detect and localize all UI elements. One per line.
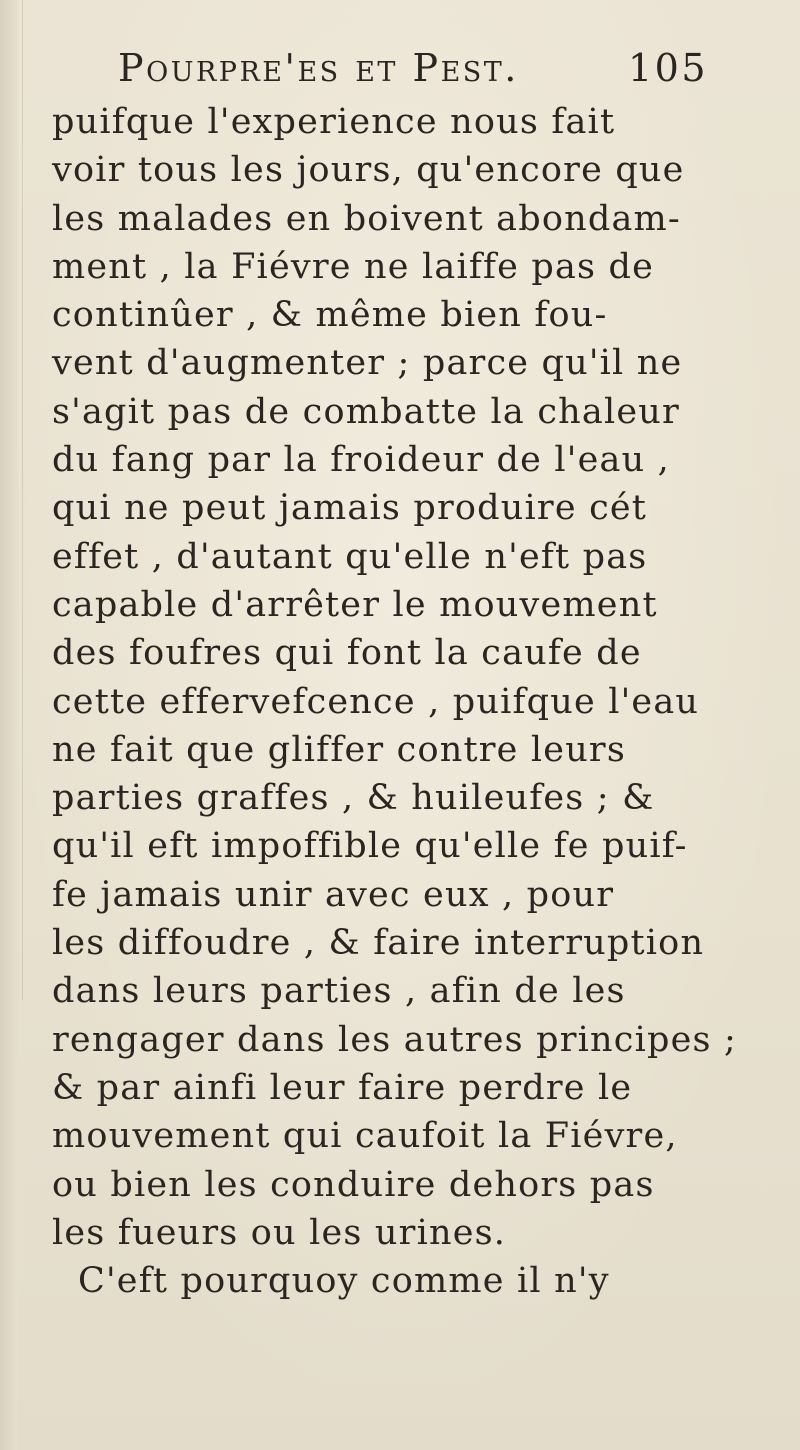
text-line: voir tous les jours, qu'encore que (52, 150, 685, 191)
text-line: qui ne peut jamais produire cét (52, 488, 648, 529)
text-line: puifque l'experience nous fait (52, 102, 616, 142)
text-line: cette effervefcence , puifque l'eau (52, 681, 700, 722)
page-binding-edge (0, 0, 18, 1450)
text-line: les malades en boivent abondam- (52, 198, 681, 239)
text-line: dans leurs parties , afin de les (52, 971, 626, 1012)
text-line-paragraph-start: C'eft pourquoy comme il n'y (78, 1261, 610, 1302)
text-line: capable d'arrêter le mouvement (52, 584, 658, 625)
text-line: qu'il eft impoffible qu'elle fe puif- (52, 826, 688, 867)
text-line: ne fait que gliffer contre leurs (52, 729, 627, 770)
text-line: s'agit pas de combatte la chaleur (52, 391, 680, 432)
text-line: du fang par la froideur de l'eau , (52, 440, 670, 481)
text-line: des foufres qui font la caufe de (52, 633, 642, 674)
running-head (118, 46, 708, 96)
text-line: vent d'augmenter ; parce qu'il ne (52, 343, 683, 384)
text-line: effet , d'autant qu'elle n'eft pas (52, 536, 648, 577)
text-line: & par ainfi leur faire perdre le (52, 1067, 633, 1108)
text-line: fe jamais unir avec eux , pour (52, 874, 615, 915)
body-text (52, 98, 772, 1305)
text-line: parties graffes , & huileufes ; & (52, 778, 655, 819)
text-line: continûer , & même bien fou- (52, 295, 608, 336)
running-head-title: Pourpre'es et Pest. (118, 46, 519, 90)
text-line: rengager dans les autres principes ; (52, 1019, 737, 1060)
page-number: 105 (627, 46, 708, 90)
text-line: les fueurs ou les urines. (52, 1212, 507, 1253)
text-line: ou bien les conduire dehors pas (52, 1164, 655, 1205)
text-line: mouvement qui caufoit la Fiévre, (52, 1116, 678, 1157)
text-line: les diffoudre , & faire interruption (52, 923, 705, 964)
text-line: ment , la Fiévre ne laiffe pas de (52, 246, 655, 287)
gutter-shadow-line (22, 0, 23, 1000)
